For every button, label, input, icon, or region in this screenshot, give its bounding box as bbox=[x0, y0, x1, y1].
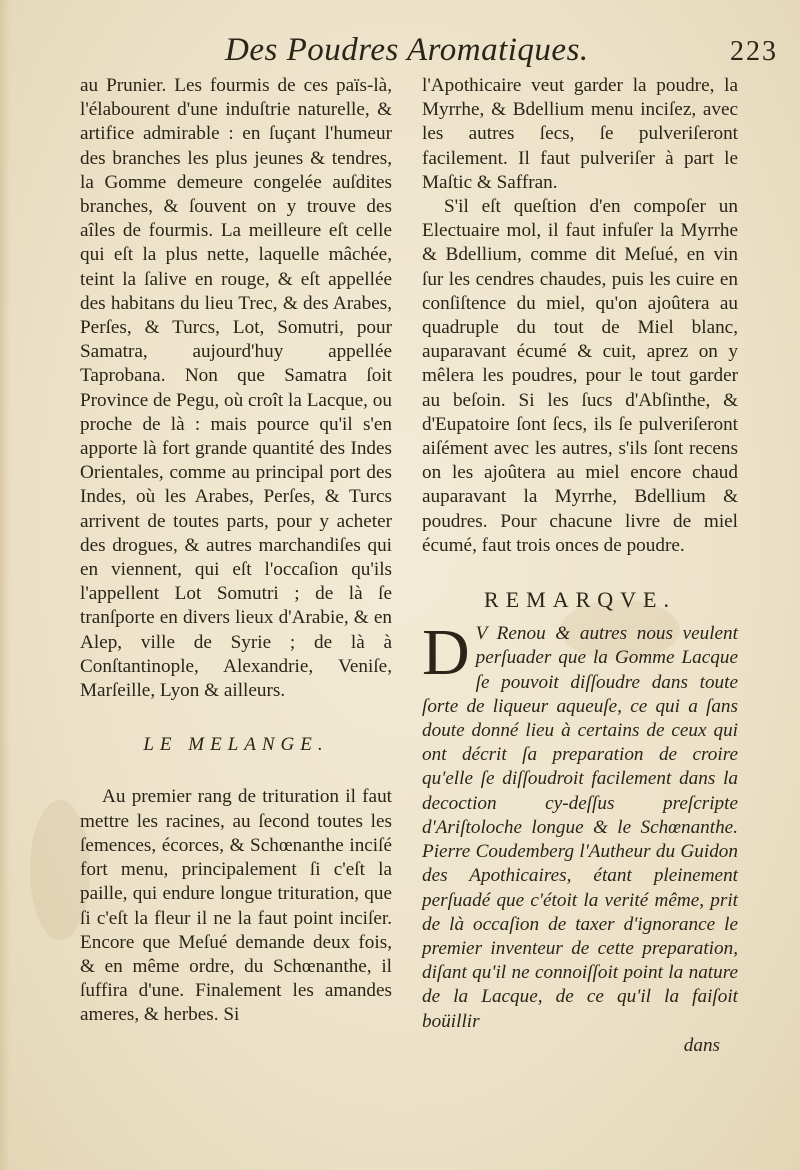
body-paragraph: Au premier rang de trituration il faut mettre les racines, au ſecond toutes les ſemences, écorces, & Schœnanthe inciſé fort menu, principalement ſi c'eſt la paille, qui endure longue trituration, que ſi c'eſt la fleur il ne la faut point inciſer. Encore que Meſué demande deux fois, & en même ordre, du Schœnanthe, il ſuffira d'une. Finalement les amandes ameres, & herbes. Si bbox=[80, 786, 392, 1026]
page-number: 223 bbox=[730, 36, 778, 67]
drop-cap: D bbox=[422, 616, 470, 690]
running-title: Des Poudres Aromatiques. bbox=[225, 32, 589, 68]
body-paragraph: au Prunier. Les fourmis de ces païs-là, l'élabourent d'une induſtrie naturelle, & artifice admirable : en ſuçant l'humeur des branches les plus jeunes & tendres, la Gomme demeure congelée auſdites branches, & ſouvent on y trouve des aîles de fourmis. La meilleure eſt celle qui eſt la plus nette, laquelle mâchée, teint la ſalive en rouge, & eſt appellée des habitans du lieu Trec, & des Arabes, Perſes, & Turcs, Lot, Somutri, pour Samatra, aujourd'huy appellée Taprobana. Non que Samatra ſoit Province de Pegu, où croît la Lacque, ou proche de là : mais pource qu'il s'en apporte là fort grande quantité des Indes Orientales, comme au principal port des Indes, où les Arabes, Perſes, & Turcs arrivent de toutes parts, pour y acheter des drogues, & autres marchandiſes qui en viennent, qui eſt l'occaſion qu'ils l'appellent Lot Somutri ; de là ſe tranſporte en divers lieux d'Arabie, & en Alep, ville de Syrie ; de là à Conſtantinople, Alexandrie, Veniſe, Marſeille, Lyon & ailleurs. bbox=[80, 75, 392, 702]
left-column bbox=[80, 74, 392, 1028]
remarque-paragraph bbox=[422, 616, 738, 1033]
catchword: dans bbox=[683, 1034, 720, 1056]
remarque-text: V Renou & autres nous veulent perſuader que la Gomme Lacque ſe pouvoit diſſoudre dans toute ſorte de liqueur aqueuſe, ce qui a ſans doute donné lieu à certains de ceux qui ont décrit ſa preparation de croire qu'elle ſe diſſoudroit facilement dans la decoction cy-deſſus preſcripte d'Ariſtoloche longue & le Schœnanthe. Pierre Coudemberg l'Autheur du Guidon des Apothicaires, étant pleinement perſuadé que c'étoit la verité même, prit de là occaſion de taxer d'ignorance le premier inventeur de cette preparation, diſant qu'il ne connoiſſoit point la nature de la Lacque, de ce qu'il la faiſoit boüillir bbox=[422, 623, 738, 1032]
section-title: LE MELANGE. bbox=[143, 734, 329, 756]
page-header bbox=[0, 30, 800, 78]
body-paragraph: l'Apothicaire veut garder la poudre, la Myrrhe, & Bdellium menu inciſez, avec les autres ſecs, ſe pulveriſeront facilement. Il faut pulveriſer à part le Maſtic & Saffran. bbox=[422, 75, 738, 193]
right-column bbox=[422, 74, 738, 1058]
body-paragraph: S'il eſt queſtion d'en compoſer un Electuaire mol, il faut infuſer la Myrrhe & Bdellium, comme dit Meſué, en vin ſur les cendres chaudes, puis les cuire en conſiſtence du miel, qu'on ajoûtera au quadruple du tout de Miel blanc, auparavant écumé & cuit, aprez on y mêlera les poudres, pour le tout garder au beſoin. Si les ſucs d'Abſinthe, & d'Eupatoire ſont ſecs, ils ſe pulveriſeront aiſément avec les autres, s'ils ſont recens on les ajoûtera au miel encore chaud auparavant la Myrrhe, Bdellium & poudres. Pour chacune livre de miel écumé, faut trois onces de poudre. bbox=[422, 196, 738, 556]
remarque-title: REMARQVE. bbox=[484, 587, 676, 613]
